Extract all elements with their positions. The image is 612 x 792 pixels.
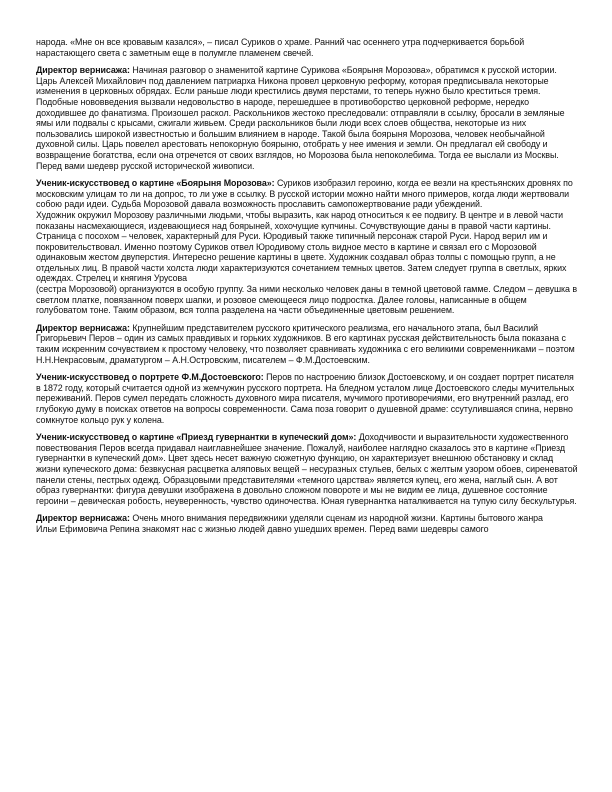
paragraph-text: (сестра Морозовой) организуются в особую группу. За ними несколько человек даны в темной цветовой гамме. Следом – девушка в светлом платке, повязанном поверх шапки, и розовое смеющееся лицо подростка. Далее головы, написанные в общем голубоватом тоне. Таким образом, вся толпа разделена на части объединенные цветовым решением.: [36, 284, 578, 316]
paragraph-text: Ильи Ефимовича Репина знакомят нас с жизнью людей давно ушедших времен. Перед вами шедевры самого: [36, 523, 489, 534]
document-body: [36, 37, 578, 535]
paragraph-7: [36, 513, 578, 524]
paragraph-4: [36, 323, 578, 365]
speaker-label: Ученик-искусствовед о картине «Приезд гувернантки в купеческий дом»:: [36, 432, 357, 443]
paragraph-text: народа. «Мне он все кровавым казался», – писал Суриков о храме. Ранний час осеннего утра подчеркивается борьбой нарастающего света с заметным еще в полумгле пламенем свечей.: [36, 37, 525, 58]
paragraph-text: Крупнейшим представителем русского критического реализма, его начального этапа, был Василий Григорьевич Перов – один из самых правдивых и горьких художников. В его картинах русская действительность была показана с таким искренним сочувствием к простому человеку, что позволяет сравнивать художника с его великими современниками – поэтом Н.Н.Некрасовым, драматургом – А.Н.Островским, писателем – Ф.М.Достоевским.: [36, 322, 575, 365]
speaker-label: Директор вернисажа:: [36, 513, 130, 524]
paragraph-2: [36, 65, 578, 160]
paragraph-text: Перов по настроению близок Достоевскому, и он создает портрет писателя в 1872 году, который считается одной из жемчужин русского портрета. На бледном усталом лице Достоевского следы мучительных переживаний. Перов сумел передать сложность духовного мира писателя, мучимого противоречиями, его внутренний разлад, его глубокую думу в поисках ответов на вопросы современности. Сама поза говорит о душевной драме: ссутулившаяся спина, нервно сомкнутое кольцо рук у колена.: [36, 372, 575, 425]
speaker-label: Ученик-искусствовед о картине «Боярыня Морозова»:: [36, 178, 275, 189]
speaker-label: Директор вернисажа:: [36, 65, 130, 76]
paragraph-text: Очень много внимания передвижники уделяли сценам из народной жизни. Картины бытового жанра: [129, 513, 543, 524]
speaker-label: Ученик-искусствовед о портрете Ф.М.Достоевского:: [36, 372, 264, 383]
paragraph-7-continuation: [36, 524, 578, 535]
paragraph-3-continuation-2: [36, 284, 578, 316]
speaker-label: Директор вернисажа:: [36, 322, 130, 333]
paragraph-1: [36, 37, 578, 58]
paragraph-5: [36, 372, 578, 425]
paragraph-3-continuation: [36, 210, 578, 284]
paragraph-text: Доходчивости и выразительности художественного повествования Перов всегда придавал наиглавнейшее значение. Пожалуй, наиболее наглядно сказалось это в картине «Приезд гувернантки в купеческий дом». Цвет здесь несет важную сюжетную функцию, он характеризует внешнюю обстановку и склад жизни купеческого дома: безвкусная расцветка аляповых вещей – несуразных стульев, белых с желтым узором обоев, сиреневатой панели стены, пестрых одежд. Образцовыми представителями «темного царства» является купец, его жена, наглый сын. А вот образ гувернантки: фигура девушки изображена в довольно сложном повороте и мы не видим ее лица, душевное состояние героини – девическая робость, неуверенность, чувство одиночества. Юная гувернантка наталкивается на тупую силу бескультурья.: [36, 432, 578, 506]
paragraph-text: Перед вами шедевр русской исторической живописи.: [36, 160, 255, 171]
paragraph-3: [36, 178, 578, 210]
paragraph-text: Начиная разговор о знаменитой картине Сурикова «Боярыня Морозова», обратимся к русской истории. Царь Алексей Михайлович под давлением патриарха Никона провел церковную реформу, которая предписывала некоторые изменения в церковных обрядах. Если раньше люди крестились двумя перстами, то теперь нужно было креститься тремя. Подобные нововведения вызвали недовольство в народе, перешедшее в противоборство церковной реформе, нередко доходившее до фанатизма. Произошел раскол. Раскольников жестоко преследовали: отправляли в ссылку, бросали в земляные ямы или подвалы с крысами, сжигали живьем. Среди раскольников были люди всех слоев общества, некоторые из них пользовались широкой известностью и большим влиянием в народе. Такой была боярыня Морозова, человек необычайной духовной силы. Царь повелел арестовать непокорную боярыню, отобрать у нее имения и земли. Он предлагал ей свободу и возвращение богатства, если она отречется от своих взглядов, но Морозова была непоколебима. Тогда ее выслали из Москвы.: [36, 65, 565, 160]
paragraph-2-continuation: [36, 161, 578, 172]
paragraph-text: Художник окружил Морозову различными людьми, чтобы выразить, как народ относиться к ее подвигу. В центре и в левой части показаны насмехающиеся, издевающиеся над боярыней, хохочущие купчины. Сочувствующие даны в правой части картины. Страница с посохом – человек, характерный для Руси. Юродивый также типичный персонаж старой Руси. Народ верил им и покровительствовал. Именно поэтому Суриков отвел Юродивому столь видное место в картине и связал его с Морозовой одинаковым жестом двуперстия. Интересно решение картины в цвете. Художник создавал образ толпы с помощью групп, а не отдельных лиц. В правой части холста люди характеризуются сочетанием темных цветов. Затем следует группа в светлых, ярких одеждах. Стрелец и княгиня Урусова: [36, 209, 567, 284]
paragraph-text: Суриков изобразил героиню, когда ее везли на крестьянских дровнях по московским улицам то ли на допрос, то ли уже в ссылку. В русской истории можно найти много примеров, когда люди жертвовали собою ради идеи. Судьба Морозовой давала возможность прославить самопожертвование ради убеждений.: [36, 178, 573, 210]
paragraph-6: [36, 432, 578, 506]
